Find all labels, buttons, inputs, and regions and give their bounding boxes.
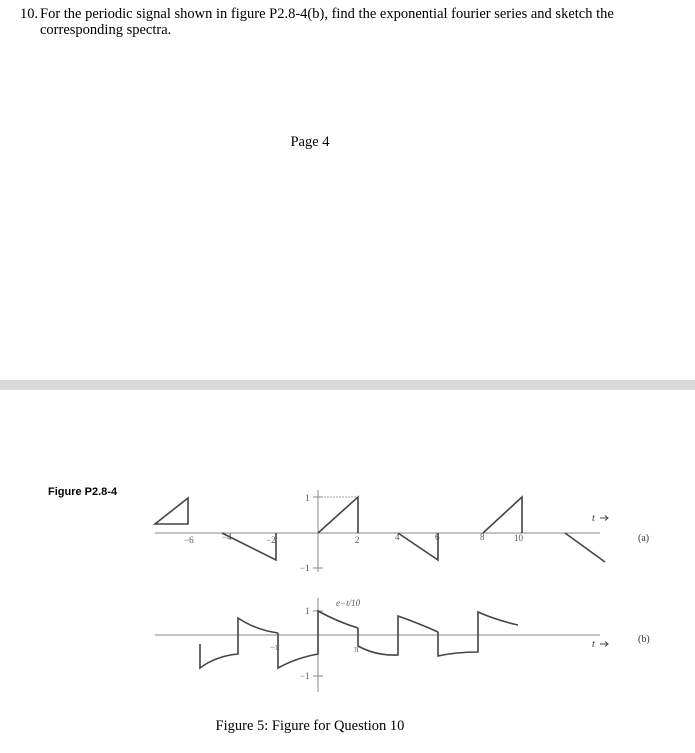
panel-a-triangle-1 [155, 498, 188, 524]
question-text: For the periodic signal shown in figure P2.8-4(b), find the exponential fourier series and sketch the corresponding spectra. [40, 6, 614, 38]
panel-b [155, 598, 650, 692]
question-number: 10. [20, 6, 39, 22]
panel-b-time-label: t [592, 639, 595, 650]
panel-a-ramp-tail [565, 533, 605, 562]
panel-a-arrow-icon [600, 516, 608, 521]
panel-a-xtick: 6 [435, 532, 440, 542]
panel-a-tag: (a) [638, 533, 650, 544]
panel-a-ytick: 1 [305, 493, 310, 503]
document-page-5 [0, 390, 695, 753]
panel-b-arrow-icon [600, 642, 608, 647]
panel-a-xtick: 8 [480, 532, 485, 542]
panel-b-ytick: −1 [300, 671, 310, 681]
page-separator [0, 380, 695, 390]
panel-b-xtick: π [354, 644, 359, 654]
figure-caption: Figure 5: Figure for Question 10 [215, 718, 405, 734]
panel-a-triangle-4 [398, 533, 438, 560]
panel-a-triangle-5 [483, 497, 522, 533]
panel-a-xtick: −6 [184, 535, 194, 545]
panel-a-xtick: 2 [355, 535, 360, 545]
panel-a-xtick: −4 [222, 532, 232, 542]
question-10 [20, 6, 660, 38]
figure-label: Figure P2.8-4 [48, 486, 118, 498]
panel-b-annotation: e−t/10 [336, 598, 361, 608]
panel-a-xtick: 10 [514, 533, 523, 543]
panel-a-triangle-3 [318, 497, 358, 533]
panel-b-tag: (b) [638, 634, 650, 645]
panel-a-xtick: −2 [266, 535, 276, 545]
panel-b-ytick: 1 [305, 606, 310, 616]
panel-a-time-label: t [592, 513, 595, 524]
panel-a-ytick: −1 [300, 563, 310, 573]
panel-b-xtick: −π [270, 642, 280, 652]
panel-b-segment-4 [438, 612, 518, 656]
page-number: Page 4 [290, 134, 330, 150]
panel-a [155, 490, 649, 573]
figure-p2-8-4 [0, 390, 695, 753]
panel-a-xtick: 4 [395, 532, 400, 542]
panel-b-segment-3 [358, 616, 438, 655]
panel-b-segment-1 [200, 618, 278, 668]
